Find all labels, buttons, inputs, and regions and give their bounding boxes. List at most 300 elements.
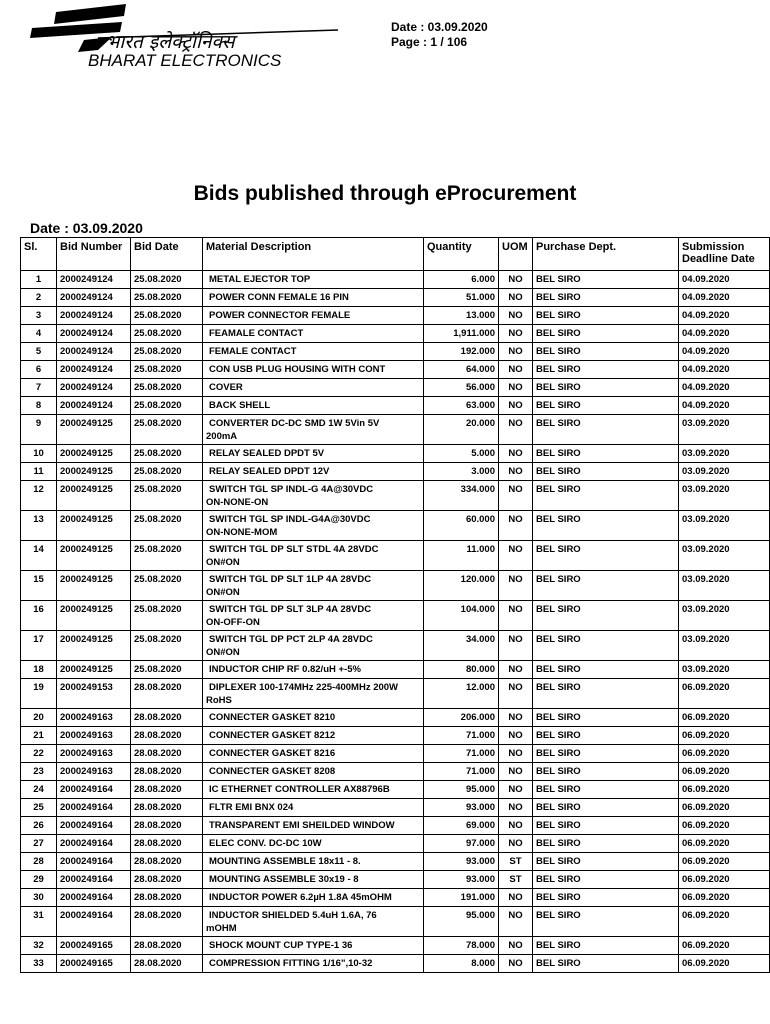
cell-quantity: 78.000 [424, 937, 499, 955]
cell-submission-deadline: 06.09.2020 [679, 853, 770, 871]
col-uom: UOM [499, 238, 533, 271]
table-row [21, 709, 770, 727]
cell-bid-date: 28.08.2020 [131, 853, 203, 871]
cell-material-description: COMPRESSION FITTING 1/16",10-32 [203, 955, 424, 973]
cell-sl: 11 [21, 463, 57, 481]
cell-purchase-dept: BEL SIRO [533, 415, 679, 445]
cell-submission-deadline: 03.09.2020 [679, 601, 770, 631]
table-header-row [21, 238, 770, 271]
table-row [21, 511, 770, 541]
col-bid-date: Bid Date [131, 238, 203, 271]
cell-bid-number: 2000249164 [57, 799, 131, 817]
cell-submission-deadline: 03.09.2020 [679, 661, 770, 679]
cell-uom: NO [499, 817, 533, 835]
cell-bid-number: 2000249125 [57, 415, 131, 445]
cell-material-description: RELAY SEALED DPDT 5V [203, 445, 424, 463]
cell-submission-deadline: 06.09.2020 [679, 763, 770, 781]
cell-quantity: 3.000 [424, 463, 499, 481]
table-row [21, 379, 770, 397]
cell-bid-number: 2000249124 [57, 325, 131, 343]
cell-material-description: CONNECTER GASKET 8212 [203, 727, 424, 745]
cell-sl: 9 [21, 415, 57, 445]
table-row [21, 631, 770, 661]
cell-uom: NO [499, 361, 533, 379]
cell-uom: NO [499, 571, 533, 601]
cell-quantity: 71.000 [424, 763, 499, 781]
cell-submission-deadline: 03.09.2020 [679, 541, 770, 571]
cell-sl: 17 [21, 631, 57, 661]
cell-quantity: 93.000 [424, 799, 499, 817]
table-row [21, 307, 770, 325]
table-row [21, 799, 770, 817]
cell-submission-deadline: 04.09.2020 [679, 343, 770, 361]
cell-material-description: FLTR EMI BNX 024 [203, 799, 424, 817]
cell-uom: NO [499, 679, 533, 709]
cell-quantity: 8.000 [424, 955, 499, 973]
cell-material-description: INDUCTOR SHIELDED 5.4uH 1.6A, 76 mOHM [203, 907, 424, 937]
cell-purchase-dept: BEL SIRO [533, 955, 679, 973]
table-row [21, 727, 770, 745]
cell-bid-number: 2000249163 [57, 745, 131, 763]
page-title: Bids published through eProcurement [193, 182, 577, 205]
cell-material-description: CONNECTER GASKET 8210 [203, 709, 424, 727]
cell-material-description: BACK SHELL [203, 397, 424, 415]
cell-sl: 8 [21, 397, 57, 415]
cell-bid-date: 28.08.2020 [131, 745, 203, 763]
cell-material-description: CONVERTER DC-DC SMD 1W 5Vin 5V 200mA [203, 415, 424, 445]
cell-material-description: METAL EJECTOR TOP [203, 271, 424, 289]
cell-purchase-dept: BEL SIRO [533, 871, 679, 889]
cell-sl: 12 [21, 481, 57, 511]
cell-submission-deadline: 06.09.2020 [679, 907, 770, 937]
cell-material-description: CONNECTER GASKET 8208 [203, 763, 424, 781]
cell-bid-date: 25.08.2020 [131, 271, 203, 289]
cell-purchase-dept: BEL SIRO [533, 397, 679, 415]
cell-submission-deadline: 03.09.2020 [679, 463, 770, 481]
cell-purchase-dept: BEL SIRO [533, 799, 679, 817]
cell-quantity: 95.000 [424, 907, 499, 937]
cell-bid-date: 28.08.2020 [131, 709, 203, 727]
cell-sl: 14 [21, 541, 57, 571]
table-row [21, 745, 770, 763]
cell-quantity: 12.000 [424, 679, 499, 709]
cell-bid-date: 28.08.2020 [131, 937, 203, 955]
cell-uom: NO [499, 271, 533, 289]
header-page: Page : 1 / 106 [391, 35, 468, 49]
table-row [21, 343, 770, 361]
cell-bid-number: 2000249163 [57, 709, 131, 727]
cell-bid-number: 2000249124 [57, 397, 131, 415]
cell-bid-date: 25.08.2020 [131, 463, 203, 481]
cell-sl: 23 [21, 763, 57, 781]
cell-material-description: SWITCH TGL DP SLT 1LP 4A 28VDC ON#ON [203, 571, 424, 601]
cell-bid-date: 28.08.2020 [131, 907, 203, 937]
cell-purchase-dept: BEL SIRO [533, 727, 679, 745]
cell-purchase-dept: BEL SIRO [533, 463, 679, 481]
cell-submission-deadline: 04.09.2020 [679, 379, 770, 397]
cell-submission-deadline: 06.09.2020 [679, 799, 770, 817]
cell-material-description: INDUCTOR CHIP RF 0.82/uH +-5% [203, 661, 424, 679]
cell-purchase-dept: BEL SIRO [533, 835, 679, 853]
cell-purchase-dept: BEL SIRO [533, 307, 679, 325]
cell-bid-number: 2000249165 [57, 937, 131, 955]
header-date: Date : 03.09.2020 [391, 20, 488, 34]
cell-quantity: 93.000 [424, 853, 499, 871]
col-quantity: Quantity [424, 238, 499, 271]
cell-quantity: 71.000 [424, 745, 499, 763]
cell-purchase-dept: BEL SIRO [533, 907, 679, 937]
cell-purchase-dept: BEL SIRO [533, 817, 679, 835]
cell-sl: 7 [21, 379, 57, 397]
cell-submission-deadline: 03.09.2020 [679, 445, 770, 463]
cell-bid-number: 2000249164 [57, 835, 131, 853]
table-row [21, 781, 770, 799]
cell-material-description: FEAMALE CONTACT [203, 325, 424, 343]
cell-quantity: 60.000 [424, 511, 499, 541]
cell-material-description: CONNECTER GASKET 8216 [203, 745, 424, 763]
cell-uom: NO [499, 601, 533, 631]
cell-purchase-dept: BEL SIRO [533, 661, 679, 679]
cell-sl: 18 [21, 661, 57, 679]
cell-purchase-dept: BEL SIRO [533, 937, 679, 955]
cell-sl: 6 [21, 361, 57, 379]
cell-bid-date: 25.08.2020 [131, 661, 203, 679]
cell-quantity: 13.000 [424, 307, 499, 325]
cell-purchase-dept: BEL SIRO [533, 679, 679, 709]
cell-uom: NO [499, 955, 533, 973]
cell-submission-deadline: 06.09.2020 [679, 781, 770, 799]
cell-submission-deadline: 06.09.2020 [679, 835, 770, 853]
cell-purchase-dept: BEL SIRO [533, 511, 679, 541]
cell-material-description: DIPLEXER 100-174MHz 225-400MHz 200W RoHS [203, 679, 424, 709]
cell-submission-deadline: 03.09.2020 [679, 481, 770, 511]
cell-quantity: 192.000 [424, 343, 499, 361]
cell-uom: NO [499, 763, 533, 781]
cell-purchase-dept: BEL SIRO [533, 343, 679, 361]
cell-material-description: CON USB PLUG HOUSING WITH CONT [203, 361, 424, 379]
table-row [21, 415, 770, 445]
cell-bid-number: 2000249124 [57, 343, 131, 361]
cell-bid-date: 25.08.2020 [131, 631, 203, 661]
cell-submission-deadline: 03.09.2020 [679, 571, 770, 601]
cell-submission-deadline: 06.09.2020 [679, 709, 770, 727]
table-row [21, 871, 770, 889]
cell-material-description: POWER CONN FEMALE 16 PIN [203, 289, 424, 307]
cell-submission-deadline: 04.09.2020 [679, 307, 770, 325]
cell-submission-deadline: 04.09.2020 [679, 271, 770, 289]
table-row [21, 907, 770, 937]
cell-uom: NO [499, 907, 533, 937]
cell-purchase-dept: BEL SIRO [533, 361, 679, 379]
cell-quantity: 334.000 [424, 481, 499, 511]
cell-material-description: FEMALE CONTACT [203, 343, 424, 361]
cell-bid-date: 25.08.2020 [131, 571, 203, 601]
cell-purchase-dept: BEL SIRO [533, 889, 679, 907]
cell-quantity: 56.000 [424, 379, 499, 397]
cell-material-description: ELEC CONV. DC-DC 10W [203, 835, 424, 853]
cell-sl: 1 [21, 271, 57, 289]
cell-quantity: 6.000 [424, 271, 499, 289]
cell-quantity: 71.000 [424, 727, 499, 745]
cell-uom: NO [499, 325, 533, 343]
bel-logo [28, 4, 348, 72]
cell-uom: NO [499, 415, 533, 445]
cell-bid-number: 2000249125 [57, 571, 131, 601]
cell-material-description: SWITCH TGL SP INDL-G4A@30VDC ON-NONE-MOM [203, 511, 424, 541]
cell-bid-number: 2000249164 [57, 853, 131, 871]
table-row [21, 601, 770, 631]
cell-bid-date: 28.08.2020 [131, 781, 203, 799]
cell-quantity: 69.000 [424, 817, 499, 835]
cell-submission-deadline: 03.09.2020 [679, 511, 770, 541]
cell-purchase-dept: BEL SIRO [533, 745, 679, 763]
cell-bid-number: 2000249164 [57, 907, 131, 937]
cell-material-description: TRANSPARENT EMI SHEILDED WINDOW [203, 817, 424, 835]
cell-bid-date: 25.08.2020 [131, 397, 203, 415]
cell-purchase-dept: BEL SIRO [533, 781, 679, 799]
cell-quantity: 120.000 [424, 571, 499, 601]
cell-submission-deadline: 06.09.2020 [679, 937, 770, 955]
logo-english: BHARAT ELECTRONICS [88, 51, 282, 70]
cell-quantity: 11.000 [424, 541, 499, 571]
cell-bid-number: 2000249125 [57, 445, 131, 463]
cell-purchase-dept: BEL SIRO [533, 571, 679, 601]
table-row [21, 937, 770, 955]
cell-submission-deadline: 03.09.2020 [679, 631, 770, 661]
cell-sl: 31 [21, 907, 57, 937]
cell-uom: NO [499, 397, 533, 415]
bids-table [20, 237, 770, 973]
cell-sl: 29 [21, 871, 57, 889]
report-date: Date : 03.09.2020 [30, 220, 143, 236]
cell-quantity: 206.000 [424, 709, 499, 727]
cell-sl: 5 [21, 343, 57, 361]
cell-bid-date: 25.08.2020 [131, 289, 203, 307]
cell-submission-deadline: 03.09.2020 [679, 415, 770, 445]
cell-bid-date: 25.08.2020 [131, 325, 203, 343]
cell-material-description: COVER [203, 379, 424, 397]
col-bid-number: Bid Number [57, 238, 131, 271]
cell-sl: 21 [21, 727, 57, 745]
cell-bid-number: 2000249163 [57, 727, 131, 745]
cell-bid-date: 25.08.2020 [131, 445, 203, 463]
cell-bid-number: 2000249124 [57, 307, 131, 325]
table-row [21, 361, 770, 379]
cell-uom: NO [499, 445, 533, 463]
table-row [21, 835, 770, 853]
cell-sl: 27 [21, 835, 57, 853]
cell-uom: NO [499, 661, 533, 679]
table-row [21, 397, 770, 415]
cell-bid-number: 2000249165 [57, 955, 131, 973]
cell-sl: 24 [21, 781, 57, 799]
cell-bid-date: 28.08.2020 [131, 799, 203, 817]
table-row [21, 571, 770, 601]
col-submission-deadline: Submission Deadline Date [679, 238, 770, 271]
cell-quantity: 51.000 [424, 289, 499, 307]
cell-bid-date: 25.08.2020 [131, 361, 203, 379]
cell-material-description: SHOCK MOUNT CUP TYPE-1 36 [203, 937, 424, 955]
cell-purchase-dept: BEL SIRO [533, 541, 679, 571]
cell-uom: NO [499, 835, 533, 853]
table-row [21, 325, 770, 343]
cell-purchase-dept: BEL SIRO [533, 289, 679, 307]
cell-uom: ST [499, 871, 533, 889]
cell-material-description: POWER CONNECTOR FEMALE [203, 307, 424, 325]
cell-submission-deadline: 06.09.2020 [679, 817, 770, 835]
cell-sl: 2 [21, 289, 57, 307]
cell-bid-date: 25.08.2020 [131, 481, 203, 511]
header-meta [391, 20, 488, 50]
cell-uom: NO [499, 709, 533, 727]
cell-purchase-dept: BEL SIRO [533, 271, 679, 289]
table-row [21, 541, 770, 571]
cell-purchase-dept: BEL SIRO [533, 853, 679, 871]
table-row [21, 271, 770, 289]
cell-bid-number: 2000249164 [57, 889, 131, 907]
cell-sl: 28 [21, 853, 57, 871]
cell-bid-date: 28.08.2020 [131, 835, 203, 853]
table-row [21, 853, 770, 871]
cell-sl: 4 [21, 325, 57, 343]
cell-submission-deadline: 06.09.2020 [679, 871, 770, 889]
cell-bid-number: 2000249124 [57, 379, 131, 397]
cell-purchase-dept: BEL SIRO [533, 379, 679, 397]
cell-bid-number: 2000249164 [57, 871, 131, 889]
col-sl: Sl. [21, 238, 57, 271]
cell-uom: NO [499, 889, 533, 907]
cell-uom: NO [499, 379, 533, 397]
cell-bid-number: 2000249125 [57, 481, 131, 511]
cell-bid-number: 2000249124 [57, 361, 131, 379]
cell-uom: NO [499, 631, 533, 661]
cell-purchase-dept: BEL SIRO [533, 709, 679, 727]
cell-material-description: SWITCH TGL DP SLT STDL 4A 28VDC ON#ON [203, 541, 424, 571]
cell-material-description: SWITCH TGL DP PCT 2LP 4A 28VDC ON#ON [203, 631, 424, 661]
cell-material-description: SWITCH TGL SP INDL-G 4A@30VDC ON-NONE-ON [203, 481, 424, 511]
cell-sl: 10 [21, 445, 57, 463]
cell-bid-date: 25.08.2020 [131, 601, 203, 631]
table-row [21, 955, 770, 973]
cell-sl: 30 [21, 889, 57, 907]
cell-submission-deadline: 04.09.2020 [679, 397, 770, 415]
cell-sl: 32 [21, 937, 57, 955]
cell-quantity: 97.000 [424, 835, 499, 853]
cell-quantity: 104.000 [424, 601, 499, 631]
cell-bid-number: 2000249163 [57, 763, 131, 781]
cell-submission-deadline: 06.09.2020 [679, 745, 770, 763]
cell-quantity: 95.000 [424, 781, 499, 799]
table-row [21, 661, 770, 679]
cell-quantity: 63.000 [424, 397, 499, 415]
cell-bid-date: 28.08.2020 [131, 727, 203, 745]
cell-bid-number: 2000249164 [57, 781, 131, 799]
cell-purchase-dept: BEL SIRO [533, 325, 679, 343]
cell-submission-deadline: 04.09.2020 [679, 289, 770, 307]
cell-bid-number: 2000249125 [57, 631, 131, 661]
cell-uom: NO [499, 463, 533, 481]
cell-material-description: MOUNTING ASSEMBLE 18x11 - 8. [203, 853, 424, 871]
col-purchase-dept: Purchase Dept. [533, 238, 679, 271]
cell-submission-deadline: 06.09.2020 [679, 679, 770, 709]
table-row [21, 679, 770, 709]
cell-sl: 19 [21, 679, 57, 709]
cell-sl: 25 [21, 799, 57, 817]
cell-submission-deadline: 04.09.2020 [679, 325, 770, 343]
cell-bid-number: 2000249125 [57, 463, 131, 481]
cell-uom: NO [499, 307, 533, 325]
cell-uom: NO [499, 481, 533, 511]
table-row [21, 463, 770, 481]
cell-bid-date: 25.08.2020 [131, 415, 203, 445]
cell-bid-number: 2000249153 [57, 679, 131, 709]
cell-bid-date: 28.08.2020 [131, 679, 203, 709]
cell-material-description: SWITCH TGL DP SLT 3LP 4A 28VDC ON-OFF-ON [203, 601, 424, 631]
cell-uom: NO [499, 781, 533, 799]
cell-bid-number: 2000249125 [57, 661, 131, 679]
cell-purchase-dept: BEL SIRO [533, 481, 679, 511]
cell-quantity: 34.000 [424, 631, 499, 661]
cell-material-description: INDUCTOR POWER 6.2µH 1.8A 45mOHM [203, 889, 424, 907]
cell-purchase-dept: BEL SIRO [533, 631, 679, 661]
cell-uom: NO [499, 727, 533, 745]
cell-uom: NO [499, 343, 533, 361]
cell-bid-date: 28.08.2020 [131, 955, 203, 973]
table-row [21, 817, 770, 835]
cell-submission-deadline: 06.09.2020 [679, 727, 770, 745]
cell-purchase-dept: BEL SIRO [533, 601, 679, 631]
cell-sl: 22 [21, 745, 57, 763]
cell-uom: NO [499, 937, 533, 955]
cell-bid-number: 2000249124 [57, 271, 131, 289]
cell-quantity: 191.000 [424, 889, 499, 907]
cell-bid-date: 25.08.2020 [131, 307, 203, 325]
table-row [21, 481, 770, 511]
col-material-description: Material Description [203, 238, 424, 271]
cell-quantity: 80.000 [424, 661, 499, 679]
table-row [21, 445, 770, 463]
cell-purchase-dept: BEL SIRO [533, 763, 679, 781]
cell-sl: 26 [21, 817, 57, 835]
cell-material-description: RELAY SEALED DPDT 12V [203, 463, 424, 481]
cell-bid-date: 28.08.2020 [131, 817, 203, 835]
cell-bid-date: 25.08.2020 [131, 343, 203, 361]
table-row [21, 889, 770, 907]
cell-uom: NO [499, 799, 533, 817]
table-row [21, 289, 770, 307]
cell-submission-deadline: 06.09.2020 [679, 889, 770, 907]
cell-submission-deadline: 04.09.2020 [679, 361, 770, 379]
cell-bid-number: 2000249124 [57, 289, 131, 307]
cell-bid-date: 28.08.2020 [131, 763, 203, 781]
logo-hindi: भारत इलेक्ट्रॉनिक्स [106, 31, 235, 53]
cell-purchase-dept: BEL SIRO [533, 445, 679, 463]
cell-quantity: 20.000 [424, 415, 499, 445]
cell-bid-date: 28.08.2020 [131, 889, 203, 907]
cell-bid-number: 2000249164 [57, 817, 131, 835]
cell-submission-deadline: 06.09.2020 [679, 955, 770, 973]
cell-bid-date: 28.08.2020 [131, 871, 203, 889]
table-row [21, 763, 770, 781]
cell-bid-number: 2000249125 [57, 541, 131, 571]
cell-sl: 3 [21, 307, 57, 325]
cell-sl: 16 [21, 601, 57, 631]
cell-material-description: MOUNTING ASSEMBLE 30x19 - 8 [203, 871, 424, 889]
cell-sl: 20 [21, 709, 57, 727]
cell-sl: 13 [21, 511, 57, 541]
cell-bid-date: 25.08.2020 [131, 541, 203, 571]
cell-bid-date: 25.08.2020 [131, 379, 203, 397]
